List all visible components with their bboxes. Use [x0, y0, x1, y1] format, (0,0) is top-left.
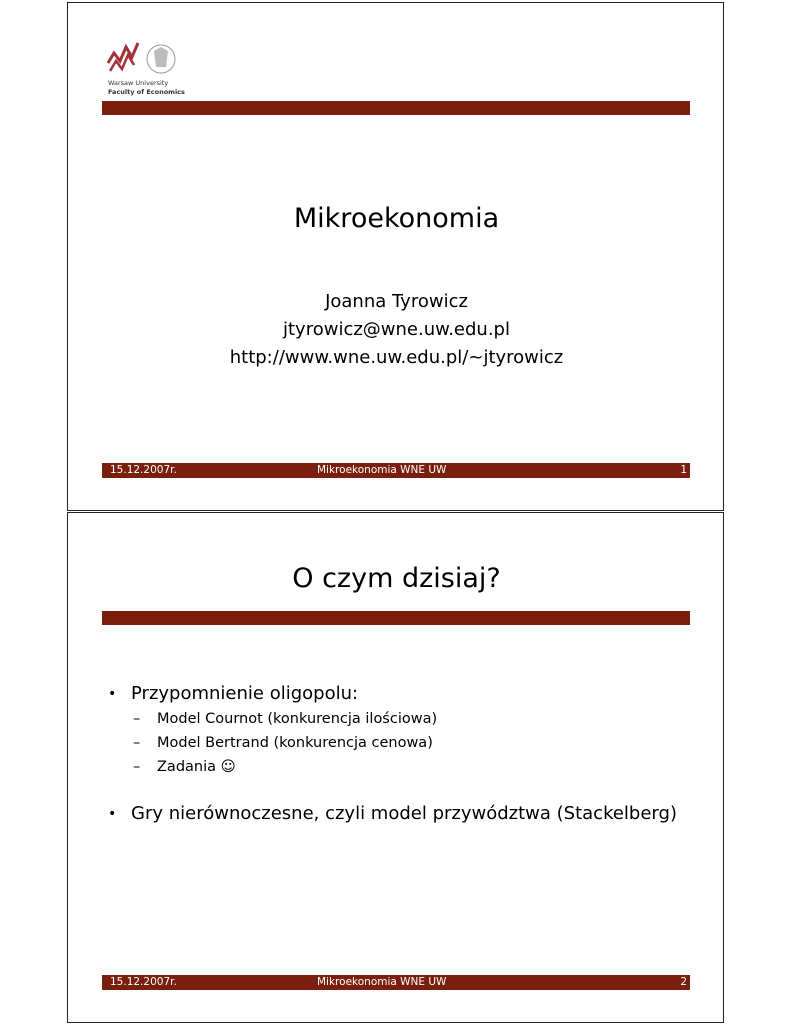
slide-title: Mikroekonomia — [293, 203, 500, 234]
footer-title: Mikroekonomia WNE UW — [317, 464, 447, 476]
slide-title: O czym dzisiaj? — [292, 563, 501, 594]
bullet-text: Gry nierównoczesne, czyli model przywództwa (Stackelberg) — [131, 803, 677, 824]
sub-bullet-text: Model Cournot (konkurencja ilościowa) — [157, 711, 438, 727]
bullet-list — [108, 681, 708, 827]
author-url: http://www.wne.uw.edu.pl/~jtyrowicz — [229, 347, 564, 368]
page-number: 2 — [680, 976, 687, 988]
page-number: 1 — [680, 464, 687, 476]
slide-1 — [67, 2, 724, 511]
bullet-text: Przypomnienie oligopolu: — [131, 683, 359, 704]
logo-faculty: Faculty of Economics — [108, 88, 185, 96]
sub-bullet-text: Zadania ☺ — [157, 759, 236, 775]
bullet-item — [108, 801, 708, 827]
bullet-icon: • — [108, 806, 117, 822]
bullet-item — [108, 681, 708, 707]
bullet-icon: • — [108, 686, 117, 702]
sub-bullet-item — [108, 707, 708, 731]
logo-university: Warsaw University — [108, 79, 169, 87]
footer-title: Mikroekonomia WNE UW — [317, 976, 447, 988]
dash-icon: – — [133, 711, 141, 727]
slide-2 — [67, 512, 724, 1023]
header-bar — [102, 611, 690, 625]
header-bar — [102, 101, 690, 115]
dash-icon: – — [133, 759, 141, 775]
author-email: jtyrowicz@wne.uw.edu.pl — [283, 319, 510, 340]
author-name: Joanna Tyrowicz — [325, 291, 468, 312]
sub-bullet-text: Model Bertrand (konkurencja cenowa) — [157, 735, 433, 751]
footer-date: 15.12.2007r. — [110, 464, 177, 476]
logo-text — [108, 79, 185, 97]
sub-bullet-item — [108, 755, 708, 779]
slide-footer — [102, 975, 690, 990]
footer-date: 15.12.2007r. — [110, 976, 177, 988]
sub-bullet-item — [108, 731, 708, 755]
slide-footer — [102, 463, 690, 478]
dash-icon: – — [133, 735, 141, 751]
